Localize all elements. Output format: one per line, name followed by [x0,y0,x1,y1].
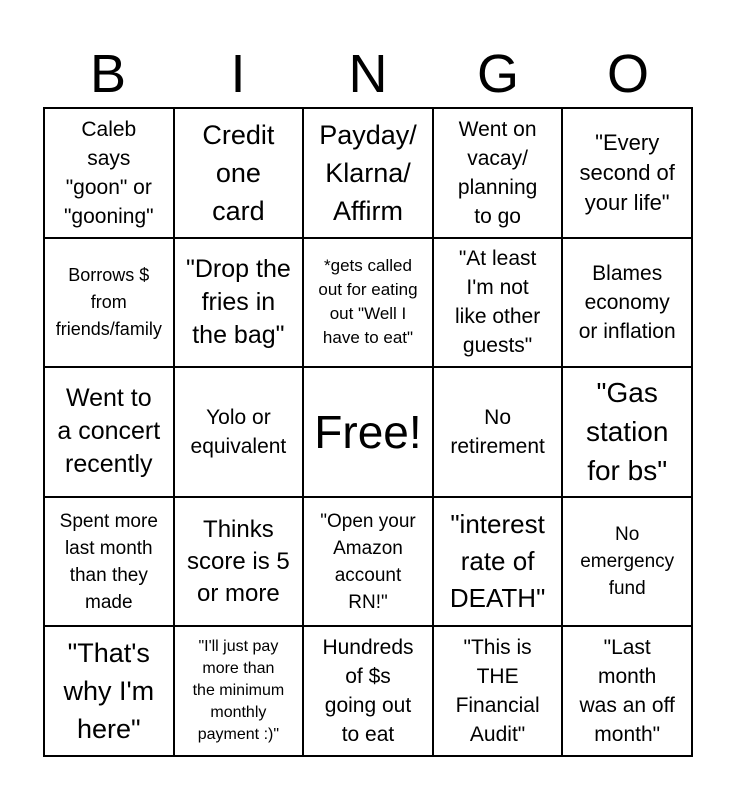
cell-text: Borrows $ from friends/family [55,264,162,339]
cell-text: "Last month was an off month" [579,636,675,747]
cell-text: Caleb says "goon" or "gooning" [63,117,154,228]
bingo-cell-free[interactable] [303,367,433,497]
header-letter-g: G [476,44,519,104]
bingo-cell[interactable] [562,497,692,627]
cell-text: "At least I'm not like other guests" [454,247,541,358]
cell-text: Went on vacay/ planning to go [457,117,538,228]
bingo-cell[interactable] [433,497,563,627]
bingo-cell[interactable] [303,626,433,756]
bingo-cell[interactable] [174,108,304,238]
bingo-cell[interactable] [44,497,174,627]
header-letter-o: O [606,44,649,104]
bingo-cell[interactable] [174,367,304,497]
bingo-cell[interactable] [174,497,304,627]
cell-text: Payday/ Klarna/ Affirm [319,119,417,226]
bingo-cell[interactable] [562,367,692,497]
bingo-cell[interactable] [44,238,174,368]
header-letter-n: N [348,44,388,104]
cell-text: Credit one card [202,119,275,226]
bingo-cell[interactable] [433,108,563,238]
bingo-cell[interactable] [562,108,692,238]
bingo-cell[interactable] [174,238,304,368]
bingo-cell[interactable] [562,626,692,756]
cell-text: Hundreds of $s going out to eat [322,636,414,747]
cell-text: "Every second of your life" [579,129,675,215]
cell-text: "interest rate of DEATH" [449,509,546,614]
cell-text: Free! [314,405,422,458]
bingo-cell[interactable] [44,108,174,238]
cell-text: Spent more last month than they made [59,510,158,613]
bingo-cell[interactable] [44,626,174,756]
cell-text: No retirement [450,405,545,458]
bingo-cell[interactable] [562,238,692,368]
cell-text: "I'll just pay more than the minimum monthly payment :)" [192,638,285,744]
cell-text: "Open your Amazon account RN!" [320,510,416,613]
cell-text: "This is THE Financial Audit" [455,636,540,747]
cell-text: "That's why I'm here" [63,638,155,745]
bingo-grid [43,107,693,757]
bingo-cell[interactable] [433,238,563,368]
cell-text: *gets called out for eating out "Well I have to eat" [318,256,418,348]
cell-text: Thinks score is 5 or more [187,515,290,607]
cell-text: "Gas station for bs" [585,377,669,487]
bingo-cell[interactable] [303,497,433,627]
bingo-cell[interactable] [433,367,563,497]
header-letter-b: B [89,44,127,104]
cell-text: No emergency fund [580,524,675,600]
bingo-header [43,40,693,108]
cell-text: Yolo or equivalent [190,405,287,458]
cell-text: "Drop the fries in the bag" [186,254,291,349]
header-letter-i: I [230,44,246,104]
bingo-cell[interactable] [44,367,174,497]
bingo-cell[interactable] [433,626,563,756]
cell-text: Blames economy or inflation [578,261,676,343]
cell-text: Went to a concert recently [57,384,161,479]
bingo-cell[interactable] [303,108,433,238]
bingo-cell[interactable] [303,238,433,368]
bingo-cell[interactable] [174,626,304,756]
